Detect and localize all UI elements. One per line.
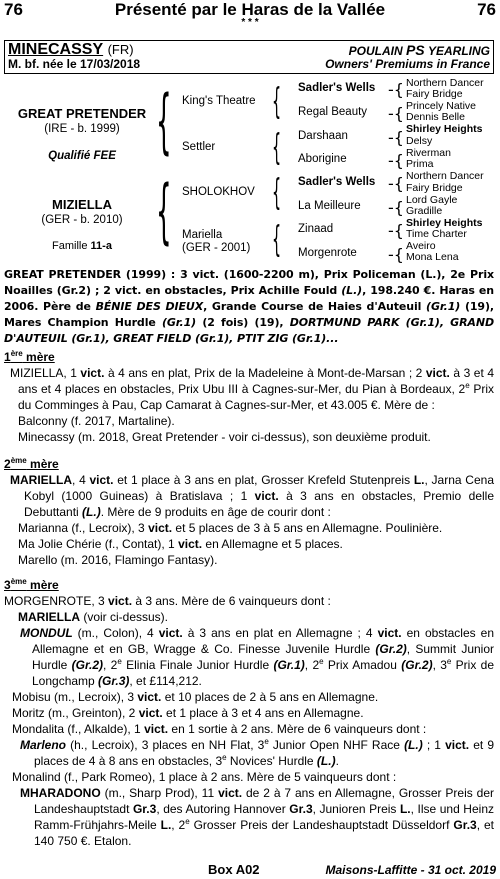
ped-gen4-15: Mona Lena [406, 251, 459, 263]
horse-country: (FR) [107, 42, 134, 57]
ped-gen2-0: King's Theatre [182, 95, 256, 107]
ped-gen4-11: Gradille [406, 205, 443, 217]
first-dam-produce-2: Minecassy (m. 2018, Great Pretender - voir ci-dessus), son deuxième produit. [18, 430, 431, 444]
second-dam-produce-1: Marianna (f., Lecroix), 3 vict. et 5 places de 3 à 5 ans en Allemagne. Poulinière. [18, 521, 443, 535]
ped-gen3-4: Sadler's Wells [298, 176, 376, 188]
brace-g2-2: { [272, 172, 282, 213]
first-dam-text: MIZIELLA, 1 vict. à 4 ans en plat, Prix de la Madeleine à Mont-de-Marsan ; 2 vict. à 3 et 4 ans et 4 places en obstacles, Prix Ubu III à Cagnes-sur-Mer, du Pian à Bordeaux, 2e Prix du Comminges à Pau, Cap Camarat à Cagnes-sur-Mer, et 43.005 €. Mère de : [10, 366, 494, 412]
first-dam-heading: 1ère mère [4, 349, 55, 364]
dam-origin: (GER - b. 2010) [41, 214, 123, 226]
third-dam-grandproduce-1: Marleno (h., Lecroix), 3 places en NH Flat, 3e Junior Open NHF Race (L.) ; 1 vict. et 9 places de 4 à 8 ans en obstacles, 3e Novices' Hurdle (L.). [20, 737, 495, 768]
brace-g3-2: -{ [388, 128, 404, 147]
second-dam-heading: 2ème mère [4, 456, 59, 471]
ped-gen2-3: Mariella [182, 229, 223, 241]
third-dam-produce-4: Moritz (m., Greinton), 2 vict. et 1 place à 3 et 4 ans en Allemagne. [12, 706, 364, 720]
sire-paragraph: GREAT PRETENDER (1999) : 3 vict. (1600-2200 m), Prix Policeman (L.), 2e Prix Noailles (Gr.2) ; 2 vict. en obstacles, Prix Achille Fould (L.), 198.240 €. Haras en 2006. Père de BÉNIE DES DIEUX, Grande Course de Haies d'Auteuil (Gr.1) (19), Mares Champion Hurdle (Gr.1) (2 fois) (19), DORTMUND PARK (Gr.1), GRAND D'AUTEUIL (Gr.1), GREAT FIELD (Gr.1), PTIT ZIG (Gr.1)... [4, 268, 494, 345]
footer-box: Box A02 [208, 862, 260, 877]
ped-gen4-12: Shirley Heights [406, 217, 483, 229]
third-dam-text: MORGENROTE, 3 vict. à 3 ans. Mère de 6 vainqueurs dont : [4, 594, 331, 608]
horse-type: POULAIN PS YEARLING [348, 42, 490, 58]
ped-gen2-1: Settler [182, 141, 216, 153]
footer-venue: Maisons-Laffitte - 31 oct. 2019 [325, 863, 496, 877]
header-stars: * * * [241, 17, 259, 28]
third-dam-produce-3: Mobisu (m., Lecroix), 3 vict. et 10 places de 2 à 5 ans en Allemagne. [12, 690, 379, 704]
horse-birth: M. bf. née le 17/03/2018 [8, 57, 141, 71]
owners-premiums: Owners' Premiums in France [325, 57, 490, 71]
ped-gen4-7: Prima [406, 158, 434, 170]
brace-g3-4: -{ [388, 174, 404, 193]
ped-gen3-0: Sadler's Wells [298, 82, 376, 94]
ped-gen3-3: Aborigine [298, 153, 347, 165]
ped-gen4-14: Aveiro [406, 240, 436, 252]
ped-gen3-2: Darshaan [298, 130, 348, 142]
brace-g3-7: -{ [388, 245, 404, 264]
brace-g3-3: -{ [388, 151, 404, 170]
brace-g3-6: -{ [388, 221, 404, 240]
ped-gen4-5: Delsy [406, 135, 433, 147]
first-dam-section [4, 347, 494, 445]
second-dam-section [4, 454, 494, 568]
sire-note: Qualifié FEE [48, 150, 116, 162]
ped-gen4-8: Northern Dancer [406, 170, 484, 182]
ped-gen4-1: Fairy Bridge [406, 88, 463, 100]
sire-origin: (IRE - b. 1999) [44, 123, 120, 135]
horse-name: MINECASSY [8, 41, 104, 58]
third-dam-produce-2: MONDUL (m., Colon), 4 vict. à 3 ans en plat en Allemagne ; 4 vict. en obstacles en Allemagne et en GB, Wragge & Co. Finesse Juvenile Hurdle (Gr.2), Summit Junior Hurdle (Gr.2), 2e Elinia Finale Junior Hurdle (Gr.1), 2e Prix Amadou (Gr.2), 3e Prix de Longchamp (Gr.3), et £114,212. [20, 626, 495, 688]
sire-name: GREAT PRETENDER [17, 106, 147, 121]
brace-dam: { [156, 170, 172, 252]
ped-gen4-4: Shirley Heights [406, 123, 483, 135]
third-dam-produce-5: Mondalita (f., Alkalde), 1 vict. en 1 sortie à 2 ans. Mère de 6 vainqueurs dont : [12, 722, 427, 736]
brace-g3-5: -{ [388, 198, 404, 217]
page-number-left: 76 [4, 0, 23, 19]
ped-gen3-7: Morgenrote [298, 247, 357, 259]
ped-gen4-2: Princely Native [406, 100, 477, 112]
ped-gen4-10: Lord Gayle [406, 194, 458, 206]
ped-gen2-4: (GER - 2001) [182, 242, 251, 254]
dam-name: MIZIELLA [52, 197, 112, 212]
second-dam-produce-3: Marello (m. 2016, Flamingo Fantasy). [18, 553, 218, 567]
brace-sire: { [156, 80, 172, 162]
third-dam-grandproduce-2: MHARADONO (m., Sharp Prod), 11 vict. de 2 à 7 ans en Allemagne, Grosser Preis der Landeshauptstadt Gr.3, des Autoring Hannover Gr.3, Junioren Preis L., Ilse und Heinz Ramm-Frühjahrs-Meile L., 2e Grosser Preis der Landeshauptstadt Düsseldorf Gr.3, et 140 750 €. Etalon. [20, 786, 494, 848]
third-dam-section [4, 575, 494, 849]
first-dam-produce-1: Balconny (f. 2017, Martaline). [18, 414, 175, 428]
ped-gen4-6: Riverman [406, 147, 451, 159]
ped-gen3-6: Zinaad [298, 223, 334, 235]
brace-g2-0: { [272, 81, 282, 122]
brace-g3-1: -{ [388, 104, 404, 123]
third-dam-produce-6: Monalind (f., Park Romeo), 1 place à 2 ans. Mère de 5 vainqueurs dont : [12, 770, 397, 784]
ped-gen4-0: Northern Dancer [406, 77, 484, 89]
ped-gen4-13: Time Charter [406, 228, 467, 240]
brace-g2-1: { [272, 127, 282, 168]
ped-gen3-1: Regal Beauty [298, 106, 368, 118]
second-dam-produce-2: Ma Jolie Chérie (f., Contat), 1 vict. en Allemagne et 5 places. [18, 537, 343, 551]
brace-g3-0: -{ [388, 80, 404, 99]
ped-gen4-9: Fairy Bridge [406, 182, 463, 194]
third-dam-heading: 3ème mère [4, 577, 59, 592]
ped-gen2-2: SHOLOKHOV [182, 186, 255, 198]
ped-gen3-5: La Meilleure [298, 200, 361, 212]
ped-gen4-3: Dennis Belle [406, 111, 465, 123]
third-dam-produce-1: MARIELLA (voir ci-dessus). [18, 610, 169, 624]
brace-g2-3: { [272, 219, 282, 260]
dam-family: Famille 11-a [52, 240, 112, 252]
page-number-right: 76 [477, 0, 496, 19]
second-dam-text: MARIELLA, 4 vict. et 1 place à 3 ans en plat, Grosser Krefeld Stutenpreis L., Jarna Cena Kobyl (1000 Guineas) à Bratislava ; 1 vict. à 3 ans en obstacles, Premio delle Debuttanti (L.). Mère de 9 produits en âge de courir dont : [10, 473, 494, 519]
page-title: Présenté par le Haras de la Vallée [114, 0, 386, 19]
